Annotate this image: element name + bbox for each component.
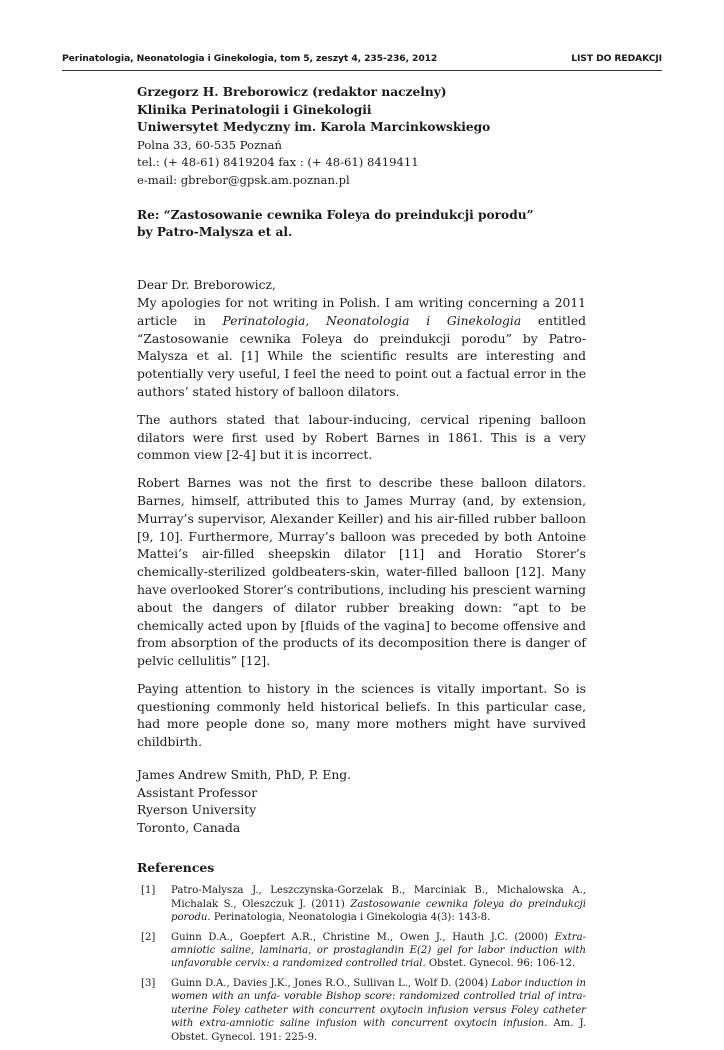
reference-text xyxy=(171,977,586,1044)
subject-authors: by Patro-Malysza et al. xyxy=(137,225,293,240)
reference-item xyxy=(141,931,586,971)
reference-source: Perinatologia, Neonatologia i Ginekologia 4(3): 143-8. xyxy=(210,912,491,924)
reference-number: [1] xyxy=(141,885,156,897)
signature-block xyxy=(137,767,586,837)
reference-item xyxy=(141,977,586,1044)
greeting: Dear Dr. Breborowicz, xyxy=(137,278,276,293)
signature-city: Toronto, Canada xyxy=(137,820,241,835)
references-list xyxy=(141,884,586,1043)
addressee-university: Uniwersytet Medyczny im. Karola Marcinkowskiego xyxy=(137,120,491,135)
journal-citation: Perinatologia, Neonatologia i Ginekologia, tom 5, zeszyt 4, 235-236, 2012 xyxy=(62,53,438,64)
addressee-phone: tel.: (+ 48-61) 8419204 fax : (+ 48-61) 8419411 xyxy=(137,155,419,170)
reference-authors: Guinn D.A., Goepfert A.R., Christine M., Owen J., Hauth J.C. (2000) xyxy=(171,931,555,943)
references-heading: References xyxy=(137,860,215,876)
journal-name: Perinatologia, Neonatologia i Ginekologia xyxy=(222,313,522,328)
subject-title: Re: “Zastosowanie cewnika Foleya do preindukcji porodu” xyxy=(137,207,534,222)
addressee-name: Grzegorz H. Breborowicz (redaktor naczelny) xyxy=(137,85,447,99)
addressee-clinic: Klinika Perinatologii i Ginekologii xyxy=(137,102,372,117)
reference-authors: Patro-Malysza J., Leszczynska-Gorzelak B., Marciniak B., Michalowska A., Michalak S., Oleszczuk J. (2011) xyxy=(171,885,586,910)
subject-line xyxy=(137,207,586,243)
reference-text xyxy=(171,931,586,971)
reference-item xyxy=(141,884,586,924)
reference-title: Extra-amniotic saline, laminaria, or prostaglandin E(2) gel for labor induction with unfavorable cervix: a randomized controlled trial. xyxy=(171,931,586,970)
signature-name: James Andrew Smith, PhD, P. Eng. xyxy=(137,768,352,783)
signature-title: Assistant Professor xyxy=(137,785,258,800)
paragraph-4: Paying attention to history in the sciences is vitally important. So is questioning commonly held historical beliefs. In this particular case, had more people done so, many more mothers might have survived childbirth. xyxy=(137,681,586,750)
reference-source: Obstet. Gynecol. 96: 106-12. xyxy=(425,958,576,970)
addressee-street: Polna 33, 60-535 Poznań xyxy=(137,137,282,152)
reference-title: Labor induction in women with an unfa- vorable Bishop score: randomized controlled trial of intrauterine Foley catheter with concurrent oxytocin infusion versus Foley catheter with extra-amniotic saline infusion with concurrent oxytocin infusion. xyxy=(171,977,586,1030)
reference-text xyxy=(171,884,586,924)
reference-title: Zastosowanie cewnika foleya do preindukcji porodu. xyxy=(171,898,587,924)
letter-text xyxy=(137,277,586,752)
section-label: LIST DO REDAKCJI xyxy=(571,53,662,64)
letter-body xyxy=(137,84,586,1050)
signature-university: Ryerson University xyxy=(137,803,257,818)
reference-authors: Guinn D.A., Davies J.K., Jones R.O., Sullivan L., Wolf D. (2004) xyxy=(171,977,492,989)
paragraph-2: The authors stated that labour-inducing, cervical ripening balloon dilators were first used by Robert Barnes in 1861. This is a very common view [2-4] but it is incorrect. xyxy=(137,412,586,463)
reference-source: Am. J. Obstet. Gynecol. 191: 225-9. xyxy=(171,1018,586,1043)
reference-number: [3] xyxy=(141,977,156,989)
running-header xyxy=(62,50,662,71)
paragraph-1-end: entitled “Zastosowanie cewnika Foleya do preindukcji porodu” by Patro-Malysza et al. [1] While the scientific results are interesting and potentially very useful, I feel the need to point out a factual error in the authors’ stated history of balloon dilators. xyxy=(137,313,586,399)
reference-number: [2] xyxy=(141,931,156,943)
paragraph-3: Robert Barnes was not the first to describe these balloon dilators. Barnes, himself, attributed this to James Murray (and, by extension, Murray’s supervisor, Alexander Keiller) and his air-filled rubber balloon [9, 10]. Furthermore, Murray’s balloon was preceded by both Antoine Mattei’s air-filled sheepskin dilator [11] and Horatio Storer’s chemically-sterilized goldbeaters-skin, water-filled balloon [12]. Many have overlooked Storer’s contributions, including his prescient warning about the dangers of dilator rubber breaking down: “apt to be chemically acted upon by [fluids of the vagina] to become offensive and from absorption of the products of its decomposition there is danger of pelvic cellulitis” [12]. xyxy=(137,476,586,669)
addressee-block xyxy=(137,84,586,190)
paragraph-1 xyxy=(137,295,586,402)
paragraph-1-start: My apologies for not writing in Polish. I am writing concerning a 2011 article in xyxy=(137,295,586,328)
addressee-email: e-mail: gbrebor@gpsk.am.poznan.pl xyxy=(137,172,350,187)
